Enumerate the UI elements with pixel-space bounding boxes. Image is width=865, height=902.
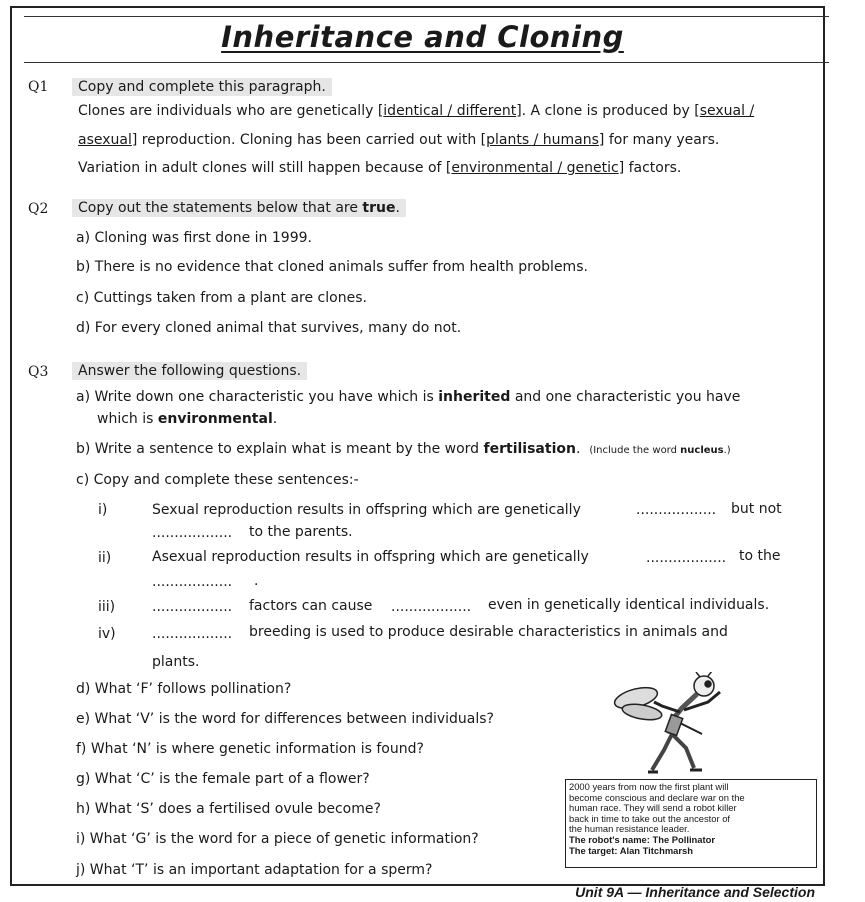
q3-h: h) What ‘S’ does a fertilised ovule become? [76, 801, 381, 817]
q1-line-1: Clones are individuals who are genetically [identical / different]. A clone is produced by [sexual / [78, 103, 755, 119]
q3-c-iv-label: iv) [98, 626, 116, 642]
blank-iii-1: .................. [152, 599, 233, 615]
q2-item-c: c) Cuttings taken from a plant are clones. [76, 290, 367, 306]
q3-c-iv-text: breeding is used to produce desirable characteristics in animals and [249, 624, 728, 640]
q3-a-line-2: which is environmental. [97, 411, 278, 427]
q3-i: i) What ‘G’ is the word for a piece of genetic information? [76, 831, 479, 847]
q1-number: Q1 [28, 79, 49, 95]
q3-c-iv-text-2: plants. [152, 654, 200, 670]
page-title: Inheritance and Cloning [221, 20, 624, 54]
q3-c-i-text: Sexual reproduction results in offspring which are genetically [152, 502, 581, 518]
q2-item-d: d) For every cloned animal that survives, many do not. [76, 320, 462, 336]
q1-line-3: Variation in adult clones will still happen because of [environmental / genetic] factors. [78, 160, 682, 176]
caption-line: become conscious and declare war on the [569, 791, 745, 803]
q2-heading: Copy out the statements below that are true. [72, 199, 406, 217]
q3-c-i-label: i) [98, 502, 108, 518]
caption-line: the human resistance leader. [569, 823, 690, 835]
q3-c-iii-text-2: even in genetically identical individuals. [488, 597, 770, 613]
q3-c-ii-label: ii) [98, 550, 112, 566]
q3-number: Q3 [28, 364, 49, 380]
q3-c-iii-label: iii) [98, 599, 116, 615]
q3-c-ii-text-3: . [254, 573, 259, 589]
robot-caption-box [565, 779, 817, 868]
q3-e: e) What ‘V’ is the word for differences between individuals? [76, 711, 494, 727]
q1-line-2: asexual] reproduction. Cloning has been carried out with [plants / humans] for many years. [78, 132, 720, 148]
q3-c-ii-text-2: to the [739, 548, 781, 564]
caption-line: back in time to take out the ancestor of [569, 812, 731, 824]
blank-ii-1: .................. [646, 550, 727, 566]
q3-a-line-1: a) Write down one characteristic you have which is inherited and one characteristic you have [76, 389, 741, 405]
q3-g: g) What ‘C’ is the female part of a flower? [76, 771, 370, 787]
caption-line: 2000 years from now the first plant will [569, 781, 729, 792]
blank-iii-2: .................. [391, 599, 472, 615]
q3-j: j) What ‘T’ is an important adaptation for a sperm? [76, 862, 433, 878]
q3-c-i-text-2: but not [731, 501, 782, 517]
caption-target: The target: Alan Titchmarsh [569, 844, 693, 856]
top-rule [24, 16, 829, 17]
blank-iv-1: .................. [152, 626, 233, 642]
q3-b: b) Write a sentence to explain what is meant by the word fertilisation. (Include the word nucleus.) [76, 441, 731, 457]
q3-c: c) Copy and complete these sentences:- [76, 472, 359, 488]
blank-i-2: .................. [152, 525, 233, 541]
blank-i-1: .................. [636, 502, 717, 518]
page-footer: Unit 9A — Inheritance and Selection [575, 884, 815, 900]
q3-c-i-text-3: to the parents. [249, 524, 353, 540]
q2-item-b: b) There is no evidence that cloned animals suffer from health problems. [76, 259, 588, 275]
title-rule [24, 62, 829, 63]
blank-ii-2: .................. [152, 574, 233, 590]
robot-bee-illustration [612, 672, 732, 777]
q3-c-ii-text: Asexual reproduction results in offspring which are genetically [152, 549, 589, 565]
q3-f: f) What ‘N’ is where genetic information is found? [76, 741, 424, 757]
caption-robot-name: The robot's name: The Pollinator [569, 833, 715, 845]
q3-d: d) What ‘F’ follows pollination? [76, 681, 292, 697]
caption-line: human race. They will send a robot killer [569, 802, 737, 814]
q2-item-a: a) Cloning was first done in 1999. [76, 230, 312, 246]
q1-heading: Copy and complete this paragraph. [72, 78, 332, 96]
q2-number: Q2 [28, 201, 49, 217]
q3-c-iii-text: factors can cause [249, 598, 373, 614]
q3-heading: Answer the following questions. [72, 362, 307, 380]
